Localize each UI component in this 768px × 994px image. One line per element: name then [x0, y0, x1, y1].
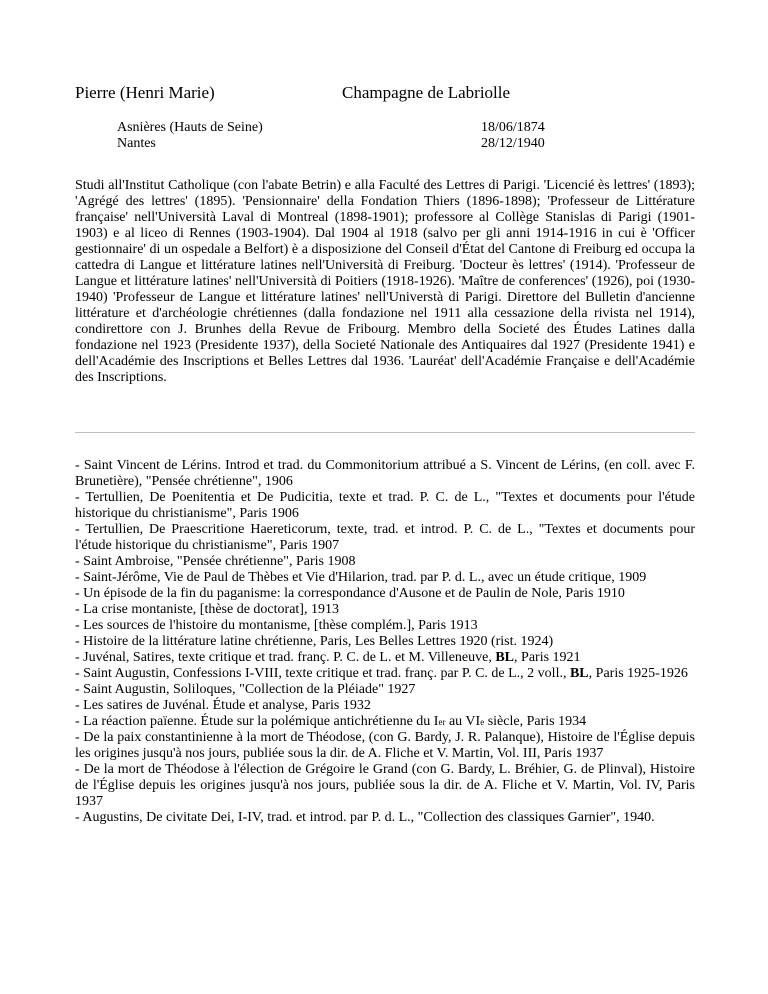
death-place: Nantes — [117, 136, 156, 151]
entry-text: - Les satires de Juvénal. Étude et analyse, Paris 1932 — [75, 698, 371, 713]
entry-after: siècle, Paris 1934 — [484, 714, 587, 729]
entry-sup1: er — [438, 717, 446, 727]
bibliography-entry — [75, 666, 695, 682]
entry-text: - La crise montaniste, [thèse de doctorat], 1913 — [75, 602, 339, 617]
entry-after: , Paris 1921 — [514, 650, 581, 665]
birth-date: 18/06/1874 — [481, 120, 545, 135]
bibliography-entry — [75, 810, 695, 826]
bibliography-entry — [75, 650, 695, 666]
entry-text: - De la paix constantinienne à la mort de Théodose, (con G. Bardy, J. R. Palanque), Histoire de l'Église depuis les origines jusqu'à nos jours, publiée sous la dir. de A. Fliche et V. Martin, Vol. III, Paris 1937 — [75, 730, 695, 761]
bibliography-entry — [75, 554, 695, 570]
birth-row — [117, 120, 657, 136]
birth-place: Asnières (Hauts de Seine) — [117, 120, 263, 135]
entry-before: - Saint Augustin, Confessions I-VIII, texte critique et trad. franç. par P. C. de L., 2 voll., — [75, 666, 570, 681]
bibliography-entry — [75, 490, 695, 522]
entry-bold: BL — [569, 666, 589, 681]
entry-text: - Saint Vincent de Lérins. Introd et trad. du Commonitorium attribué a S. Vincent de Lérins, (en coll. avec F. Brunetière), "Pensée chrétienne", 1906 — [75, 458, 695, 489]
bibliography-entry — [75, 714, 695, 730]
entry-mid: au VI — [445, 714, 481, 729]
entry-bold: BL — [495, 650, 515, 665]
entry-text: - Les sources de l'histoire du montanisme, [thèse complém.], Paris 1913 — [75, 618, 478, 633]
bibliography-entry — [75, 586, 695, 602]
bibliography-entry — [75, 570, 695, 586]
bibliography-entry — [75, 730, 695, 762]
entry-text: - Un épisode de la fin du paganisme: la correspondance d'Ausone et de Paulin de Nole, Paris 1910 — [75, 586, 625, 601]
entry-text: - De la mort de Théodose à l'élection de Grégoire le Grand (con G. Bardy, L. Bréhier, G. de Plinval), Histoire de l'Église depuis les origines jusqu'à nos jours, publiée sous la dir. de A. Fliche et V. Martin, Vol. IV, Paris 1937 — [75, 762, 695, 809]
biography-paragraph: Studi all'Institut Catholique (con l'abate Betrin) e alla Faculté des Lettres di Parigi. 'Licencié ès lettres' (1893); 'Agrégé des lettres' (1895). 'Pensionnaire' della Fondation Thiers (1896-1898); 'Professeur de Littérature française' nell'Università Laval di Montreal (1898-1901); professore al Collège Stanislas di Parigi (1901-1903) e al liceo di Rennes (1903-1904). Dal 1904 al 1918 (salvo per gli anni 1914-1916 in cui è 'Officer gestionnaire' di un ospedale a Belfort) è a disposizione del Conseil d'État del Cantone di Freiburg ed occupa la cattedra di Langue et littérature latines nell'Università di Freiburg. 'Docteur ès lettres' (1914). 'Professeur de Langue et littérature latines' nell'Università di Poitiers (1918-1926). 'Maître de conferences' (1926), poi (1930-1940) 'Professeur de Langue et littérature latines' nell'Universtà di Parigi. Direttore del Bulletin d'ancienne littérature et d'archéologie chrétiennes (dalla fondazione nel 1911 alla cessazione della rivista nel 1914), condirettore con J. Brunhes della Revue de Fribourg. Membro della Societé des Études Latines dalla fondazione nel 1923 (Presidente 1937), della Societé Nationale des Antiquaires dal 1927 (Presidente 1941) e dell'Académie des Inscriptions et Belles Lettres dal 1936. 'Lauréat' dell'Académie Française e dell'Académie des Inscriptions. — [75, 178, 695, 385]
entry-text: - Saint Augustin, Soliloques, "Collection de la Pléiade" 1927 — [75, 682, 416, 697]
entry-text: - Saint Ambroise, "Pensée chrétienne", Paris 1908 — [75, 554, 356, 569]
entry-after: , Paris 1925-1926 — [588, 666, 688, 681]
bibliography-entry — [75, 762, 695, 810]
entry-before: - La réaction païenne. Étude sur la polémique antichrétienne du I — [75, 714, 439, 729]
entry-text: - Tertullien, De Poenitentia et De Pudicitia, texte et trad. P. C. de L., "Textes et documents pour l'étude historique du christianisme", Paris 1906 — [75, 490, 695, 521]
entry-text: - Saint-Jérôme, Vie de Paul de Thèbes et Vie d'Hilarion, trad. par P. d. L., avec un étude critique, 1909 — [75, 570, 647, 585]
birth-death-facts — [117, 120, 657, 152]
bibliography-entry — [75, 682, 695, 698]
given-names: Pierre (Henri Marie) — [75, 83, 215, 102]
bibliography-entry — [75, 522, 695, 554]
surname: Champagne de Labriolle — [342, 83, 511, 102]
death-row — [117, 136, 657, 152]
bibliography-entry — [75, 634, 695, 650]
death-date: 28/12/1940 — [481, 136, 545, 151]
entry-text: - Histoire de la littérature latine chrétienne, Paris, Les Belles Lettres 1920 (rist. 1924) — [75, 634, 554, 649]
bibliography-entry — [75, 698, 695, 714]
entry-sup2: e — [480, 717, 485, 727]
entry-text: - Tertullien, De Praescritione Haereticorum, texte, trad. et introd. P. C. de L., "Textes et documents pour l'étude historique du christianisme", Paris 1907 — [75, 522, 695, 553]
bibliography-entry — [75, 602, 695, 618]
entry-before: - Juvénal, Satires, texte critique et trad. franç. P. C. de L. et M. Villeneuve, — [75, 650, 496, 665]
entry-text: - Augustins, De civitate Dei, I-IV, trad. et introd. par P. d. L., "Collection des classiques Garnier", 1940. — [75, 810, 655, 825]
bibliography-entry — [75, 458, 695, 490]
section-divider — [75, 432, 695, 433]
bibliography-entry — [75, 618, 695, 634]
name-header — [75, 83, 695, 107]
bibliography-list — [75, 458, 695, 826]
